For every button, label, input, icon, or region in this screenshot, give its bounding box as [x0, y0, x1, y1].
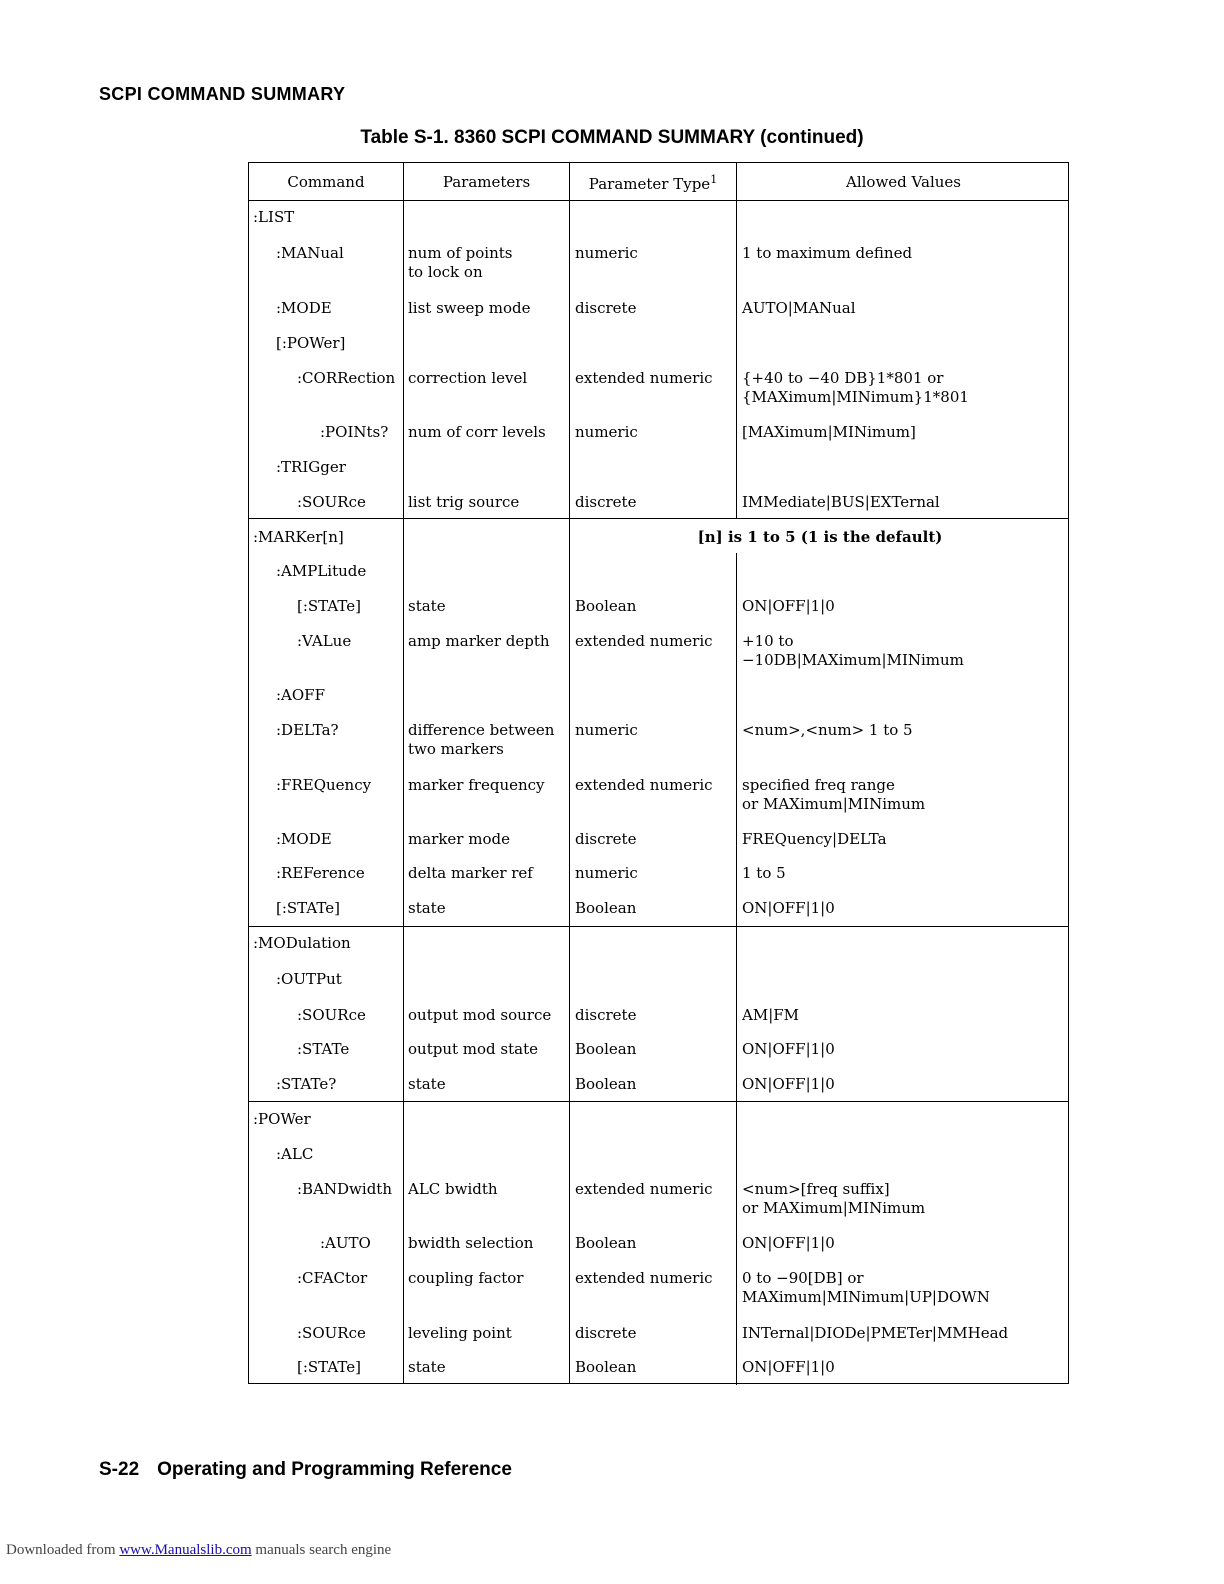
parameters-cell: num of corr levels: [408, 423, 546, 441]
allowed-values-cell: ON|OFF|1|0: [742, 1075, 835, 1093]
parameters-cell: state: [408, 597, 446, 615]
command-cell: :BANDwidth: [297, 1180, 392, 1198]
allowed-values-cell: ON|OFF|1|0: [742, 1040, 835, 1058]
allowed-values-cell: specified freq range or MAXimum|MINimum: [742, 776, 926, 813]
column-header-allowed-values: Allowed Values: [846, 173, 961, 191]
group-divider: [249, 518, 1068, 519]
allowed-values-cell: IMMediate|BUS|EXTernal: [742, 493, 940, 511]
column-header-command: Command: [287, 173, 365, 191]
allowed-values-cell: INTernal|DIODe|PMETer|MMHead: [742, 1324, 1009, 1342]
parameter-type-cell: Boolean: [575, 1075, 637, 1093]
command-cell: :MANual: [276, 244, 344, 262]
allowed-values-cell: AM|FM: [742, 1006, 800, 1024]
command-cell: :AUTO: [320, 1234, 371, 1252]
parameters-cell: amp marker depth: [408, 632, 550, 650]
command-cell: :DELTa?: [276, 721, 339, 739]
group-divider: [249, 926, 1068, 927]
parameters-cell: difference between two markers: [408, 721, 555, 758]
command-cell: :MARKer[n]: [253, 528, 344, 546]
parameters-cell: list sweep mode: [408, 299, 531, 317]
download-credit: [6, 1542, 391, 1559]
command-cell: :CORRection: [297, 369, 396, 387]
allowed-values-cell: ON|OFF|1|0: [742, 597, 835, 615]
manualslib-link[interactable]: www.Manualslib.com: [119, 1542, 252, 1558]
command-cell: :AMPLitude: [276, 562, 367, 580]
parameters-cell: coupling factor: [408, 1269, 524, 1287]
parameters-cell: correction level: [408, 369, 528, 387]
allowed-values-cell: AUTO|MANual: [742, 299, 856, 317]
download-suffix: manuals search engine: [255, 1542, 392, 1558]
parameters-cell: state: [408, 1358, 446, 1376]
parameter-type-cell: Boolean: [575, 597, 637, 615]
command-cell: :SOURce: [297, 1324, 366, 1342]
parameters-cell: state: [408, 1075, 446, 1093]
allowed-values-cell: [MAXimum|MINimum]: [742, 423, 916, 441]
allowed-values-cell: ON|OFF|1|0: [742, 899, 835, 917]
parameter-type-cell: discrete: [575, 493, 637, 511]
allowed-values-cell: <num>[freq suffix] or MAXimum|MINimum: [742, 1180, 926, 1217]
parameters-cell: state: [408, 899, 446, 917]
page-number: S-22: [99, 1459, 140, 1480]
column-divider: [569, 163, 570, 1383]
command-cell: :REFerence: [276, 864, 365, 882]
command-cell: :LIST: [253, 208, 295, 226]
command-cell: :TRIGger: [276, 458, 346, 476]
parameter-type-cell: Boolean: [575, 1234, 637, 1252]
allowed-values-cell: ON|OFF|1|0: [742, 1358, 835, 1376]
allowed-values-cell: 0 to −90[DB] or MAXimum|MINimum|UP|DOWN: [742, 1269, 990, 1306]
page-footer: [99, 1459, 512, 1481]
parameter-type-cell: discrete: [575, 299, 637, 317]
parameters-cell: leveling point: [408, 1324, 512, 1342]
parameters-cell: num of points to lock on: [408, 244, 513, 281]
command-cell: :POWer: [253, 1110, 311, 1128]
group-divider: [249, 1101, 1068, 1102]
command-cell: :VALue: [297, 632, 352, 650]
command-cell: :CFACtor: [297, 1269, 368, 1287]
parameter-type-cell: discrete: [575, 830, 637, 848]
parameter-type-cell: extended numeric: [575, 776, 713, 794]
allowed-values-cell: +10 to −10DB|MAXimum|MINimum: [742, 632, 964, 669]
column-divider: [736, 163, 737, 519]
parameters-cell: bwidth selection: [408, 1234, 534, 1252]
parameters-cell: output mod source: [408, 1006, 552, 1024]
download-prefix: Downloaded from: [6, 1542, 116, 1558]
command-cell: :POINts?: [320, 423, 389, 441]
allowed-values-cell: {+40 to −40 DB}1*801 or {MAXimum|MINimum}1*801: [742, 369, 969, 406]
column-header-parameter-type: [570, 173, 736, 193]
parameter-type-cell: extended numeric: [575, 632, 713, 650]
command-cell: :AOFF: [276, 686, 325, 704]
command-cell: :STATe: [297, 1040, 350, 1058]
parameters-cell: output mod state: [408, 1040, 538, 1058]
parameter-type-cell: numeric: [575, 864, 638, 882]
command-cell: :SOURce: [297, 1006, 366, 1024]
parameter-type-label: Parameter Type: [588, 175, 711, 193]
parameter-type-cell: discrete: [575, 1006, 637, 1024]
command-cell: [:STATe]: [276, 899, 340, 917]
allowed-values-cell: <num>,<num> 1 to 5: [742, 721, 913, 739]
column-divider: [403, 163, 404, 1383]
column-header-parameters: Parameters: [442, 173, 531, 191]
command-cell: :MODE: [276, 830, 332, 848]
column-divider: [736, 553, 737, 1385]
command-cell: [:STATe]: [297, 1358, 361, 1376]
parameter-type-cell: extended numeric: [575, 369, 713, 387]
parameters-cell: marker mode: [408, 830, 510, 848]
command-cell: :ALC: [276, 1145, 314, 1163]
table-caption: Table S-1. 8360 SCPI COMMAND SUMMARY (continued): [360, 127, 864, 148]
parameter-type-cell: Boolean: [575, 899, 637, 917]
parameter-type-cell: Boolean: [575, 1040, 637, 1058]
command-cell: [:POWer]: [276, 334, 346, 352]
parameter-type-cell: Boolean: [575, 1358, 637, 1376]
parameter-type-cell: extended numeric: [575, 1269, 713, 1287]
allowed-values-cell: FREQuency|DELTa: [742, 830, 887, 848]
footnote-marker: 1: [710, 173, 718, 186]
marker-index-note: [n] is 1 to 5 (1 is the default): [697, 528, 943, 546]
parameters-cell: ALC bwidth: [408, 1180, 498, 1198]
parameters-cell: list trig source: [408, 493, 520, 511]
command-cell: [:STATe]: [297, 597, 361, 615]
allowed-values-cell: 1 to 5: [742, 864, 786, 882]
command-cell: :MODE: [276, 299, 332, 317]
command-cell: :OUTPut: [276, 970, 342, 988]
command-cell: :FREQuency: [276, 776, 372, 794]
header-divider: [249, 200, 1068, 201]
parameter-type-cell: discrete: [575, 1324, 637, 1342]
command-cell: :STATe?: [276, 1075, 337, 1093]
parameter-type-cell: numeric: [575, 423, 638, 441]
parameters-cell: delta marker ref: [408, 864, 533, 882]
page-header: SCPI COMMAND SUMMARY: [99, 84, 346, 104]
command-cell: :MODulation: [253, 934, 351, 952]
command-cell: :SOURce: [297, 493, 366, 511]
parameters-cell: marker frequency: [408, 776, 545, 794]
allowed-values-cell: 1 to maximum defined: [742, 244, 913, 262]
parameter-type-cell: extended numeric: [575, 1180, 713, 1198]
footer-title: Operating and Programming Reference: [157, 1459, 512, 1480]
allowed-values-cell: ON|OFF|1|0: [742, 1234, 835, 1252]
parameter-type-cell: numeric: [575, 721, 638, 739]
command-summary-table: [248, 162, 1069, 1384]
parameter-type-cell: numeric: [575, 244, 638, 262]
